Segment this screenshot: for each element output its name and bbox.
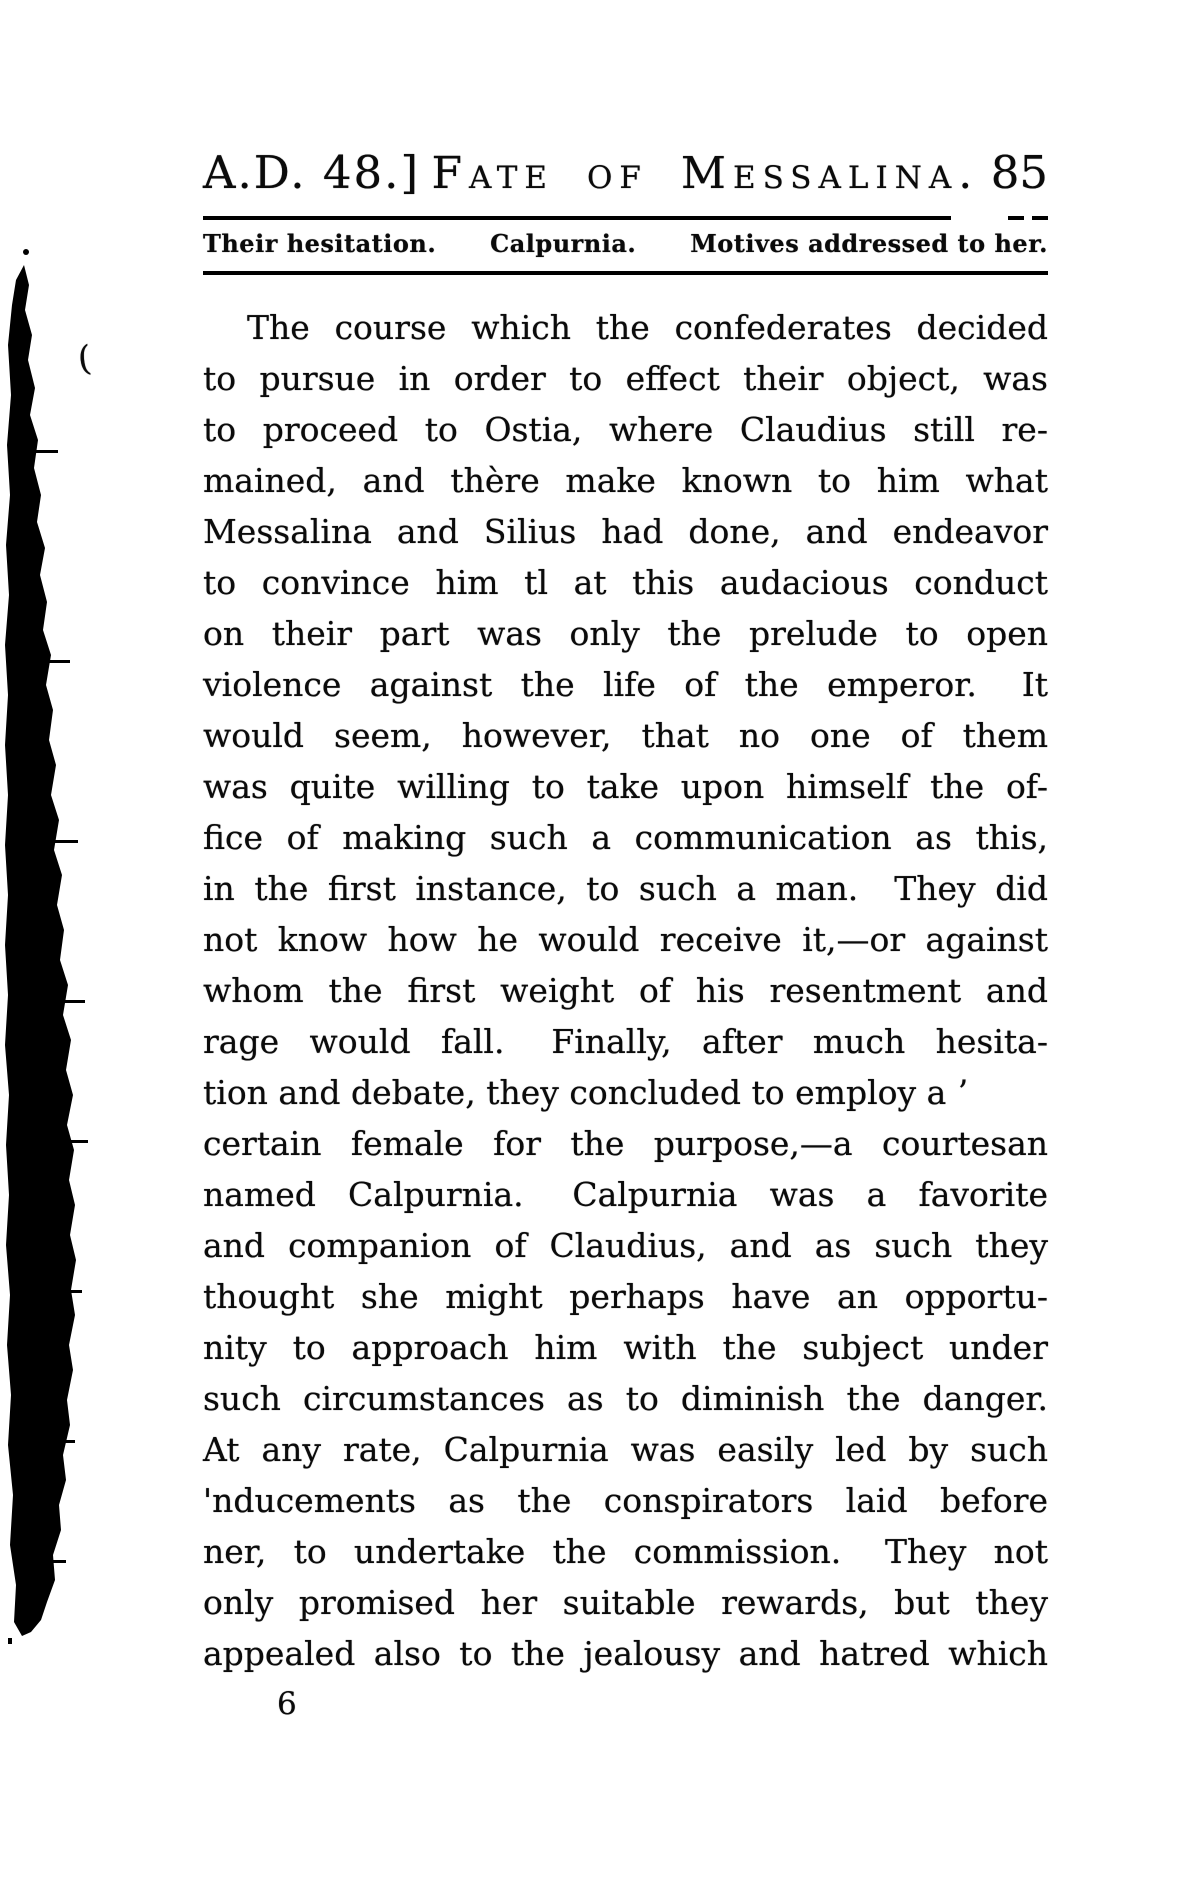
body-text — [203, 302, 1048, 1679]
header-rule — [203, 216, 1048, 220]
header-rule-dash — [1032, 216, 1048, 220]
page-header — [203, 146, 1048, 199]
body-line: mained, and thère make known to him what — [203, 461, 1048, 500]
body-line: thought she might perhaps have an opportu- — [203, 1277, 1048, 1316]
body-line: whom the first weight of his resentment and — [203, 971, 1048, 1010]
header-rule-dash — [1008, 216, 1024, 220]
body-line: fice of making such a communication as this, — [203, 818, 1048, 857]
body-line: was quite willing to take upon himself the of- — [203, 767, 1048, 806]
body-line: only promised her suitable rewards, but they — [203, 1583, 1048, 1622]
running-head-right: Motives addressed to her. — [690, 229, 1048, 258]
running-head-left: Their hesitation. — [203, 229, 437, 258]
body-line: appealed also to the jealousy and hatred which — [203, 1634, 1048, 1673]
body-line: ner, to undertake the commission. They not — [203, 1532, 1048, 1571]
body-line: named Calpurnia. Calpurnia was a favorite — [203, 1175, 1048, 1214]
body-line: not know how he would receive it,—or against — [203, 920, 1048, 959]
body-line: certain female for the purpose,—a courtesan — [203, 1124, 1048, 1163]
body-line: tion and debate, they concluded to employ a ʼ — [203, 1073, 968, 1112]
text-block — [203, 0, 1048, 1720]
scan-gutter-shadow — [0, 240, 100, 1650]
body-line: 'nducements as the conspirators laid before — [203, 1481, 1048, 1520]
running-heads — [203, 229, 1048, 259]
body-line: would seem, however, that no one of them — [203, 716, 1048, 755]
body-line: nity to approach him with the subject under — [203, 1328, 1048, 1367]
body-line: to pursue in order to effect their object, was — [203, 359, 1048, 398]
running-heads-rule — [203, 271, 1048, 275]
running-head-center: Calpurnia. — [490, 229, 637, 258]
body-line: and companion of Claudius, and as such they — [203, 1226, 1048, 1265]
signature-mark: 6 — [277, 1686, 297, 1722]
body-line: on their part was only the prelude to open — [203, 614, 1048, 653]
body-line: violence against the life of the emperor. It — [203, 665, 1048, 704]
margin-stray-mark: ( — [75, 338, 94, 380]
header-page-number: 85 — [990, 146, 1048, 199]
body-line: Messalina and Silius had done, and endeavor — [203, 512, 1048, 551]
body-line: to convince him tl at this audacious conduct — [203, 563, 1048, 602]
body-line: to proceed to Ostia, where Claudius still re- — [203, 410, 1048, 449]
body-line: rage would fall. Finally, after much hesita- — [203, 1022, 1048, 1061]
header-title: Fate of Messalina. — [431, 148, 980, 199]
body-line: At any rate, Calpurnia was easily led by such — [203, 1430, 1048, 1469]
header-rule-main — [203, 216, 951, 220]
body-line: The course which the confederates decided — [247, 308, 1048, 347]
header-date-label: A.D. 48.] — [203, 146, 421, 199]
body-line: in the first instance, to such a man. They did — [203, 869, 1048, 908]
body-line: such circumstances as to diminish the danger. — [203, 1379, 1048, 1418]
